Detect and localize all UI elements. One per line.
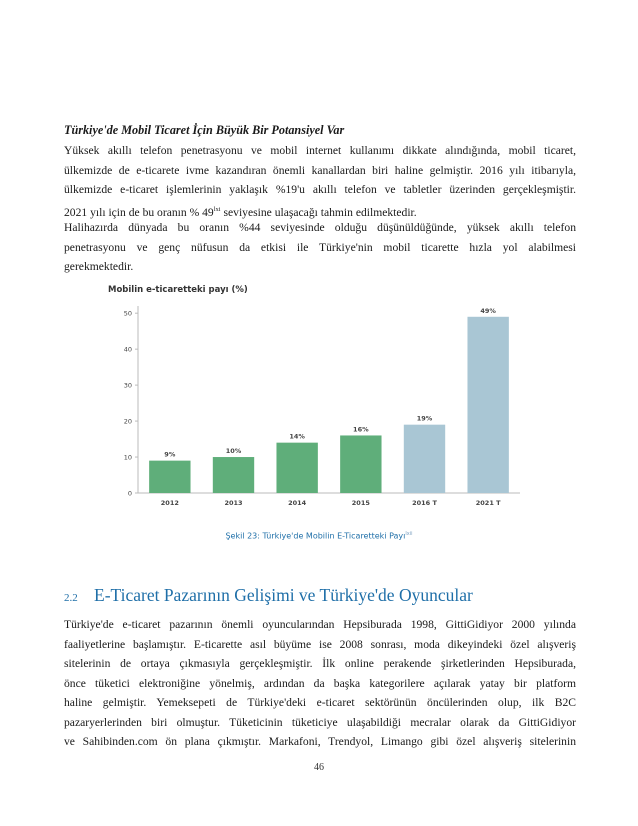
paragraph-3 [64, 615, 576, 752]
bar [467, 317, 508, 493]
paragraph-2-line: Halihazırda dünyada bu oranın %44 seviyesinde olduğu düşünüldüğünde, yüksek akıllı telefon [64, 221, 576, 234]
page-number: 46 [314, 762, 324, 773]
x-tick-label: 2016 T [412, 499, 437, 507]
y-tick-label: 50 [123, 309, 132, 318]
section-title: E-Ticaret Pazarının Gelişimi ve Türkiye'de Oyuncular [94, 585, 473, 605]
mobile-share-bar-chart [108, 280, 528, 516]
paragraph-3-line: ve Sahibinden.com ön plana çıkmıştır. Markafoni, Trendyol, Limango gibi özel alışveriş sitelerinin [64, 735, 576, 748]
paragraph-3-line: sitelerinin de ortaya çıkmasıyla gerçekleşmiştir. İlk online perakende şirketlerinden Hepsiburada, [64, 657, 576, 670]
footnote-ref: lxii [405, 531, 413, 537]
paragraph-2-line: gerekmektedir. [64, 260, 134, 273]
paragraph-3-line: pazaryerlerinden biri olmuştur. Tüketicinin tüketiciye ulaşabildiği mecralar olarak da GittiGidiyor [64, 715, 576, 729]
section-heading [64, 585, 473, 606]
paragraph-1 [64, 141, 576, 222]
paragraph-1-line: Yüksek akıllı telefon penetrasyonu ve mobil internet kullanımı dikkate alındığında, mobil ticaret, [64, 144, 576, 157]
x-tick-label: 2021 T [475, 499, 501, 507]
paragraph-3-line: faaliyetlerine başlamıştır. E-ticarette asıl büyüme ise 2008 sonrası, moda dikeyindeki özel alışveriş [64, 637, 576, 651]
x-tick-label: 2012 [160, 499, 179, 507]
bar [404, 425, 445, 493]
paragraph-3-line: haline gelmiştir. Yemeksepeti de Türkiye'deki e-ticaret sektörünün öncülerinden olup, ilk B2C [64, 696, 576, 709]
figure-caption-text: Şekil 23: Türkiye'de Mobilin E-Ticaretteki Payı [225, 531, 406, 541]
data-label: 49% [480, 306, 496, 315]
paragraph-1-text: seviyesine ulaşacağı tahmin edilmektedir. [220, 205, 417, 219]
subsection-heading: Türkiye'de Mobil Ticaret İçin Büyük Bir Potansiyel Var [64, 123, 345, 137]
data-label: 19% [416, 414, 433, 423]
y-tick-label: 0 [127, 489, 132, 498]
data-label: 16% [353, 425, 369, 434]
bar [340, 435, 381, 493]
x-tick-label: 2014 [288, 499, 307, 507]
footnote-ref: lxi [213, 205, 221, 213]
y-tick-label: 10 [123, 453, 132, 462]
figure-caption [0, 531, 638, 541]
paragraph-3-line: önce tüketici elektroniğine yönelmiş, ardından da başka kategorilere açılarak yatay bir platform [64, 676, 576, 690]
paragraph-1-line: ülkemizde e-ticaret işlemlerinin yaklaşık %19'u akıllı telefon ve tabletler üzerinden gerçekleşmiştir. [64, 183, 576, 196]
bar [276, 443, 317, 493]
paragraph-3-line: Türkiye'de e-ticaret pazarının önemli oyuncularından Hepsiburada 1998, GittiGidiyor 2000 yılında [64, 618, 576, 631]
data-label: 9% [164, 450, 176, 459]
y-tick-label: 20 [123, 417, 132, 426]
paragraph-2 [64, 218, 576, 277]
section-number: 2.2 [64, 592, 78, 604]
bar [213, 457, 254, 493]
data-label: 14% [289, 432, 305, 441]
paragraph-2-line: penetrasyonu ve genç nüfusun da etkisi ile Türkiye'nin mobil ticarette hızla yol alabilmesi [64, 240, 576, 254]
bar [149, 461, 190, 493]
x-tick-label: 2013 [224, 499, 243, 507]
data-label: 10% [225, 447, 242, 456]
y-tick-label: 30 [123, 381, 132, 390]
x-tick-label: 2015 [351, 499, 370, 507]
paragraph-1-line: ülkemizde de e-ticarete ivme kazandıran önemli kanallardan biri haline gelmiştir. 2016 yılı itibarıyla, [64, 163, 576, 177]
y-tick-label: 40 [123, 345, 132, 354]
chart-title: Mobilin e-ticaretteki payı (%) [108, 285, 248, 295]
paragraph-1-text: 2021 yılı için de bu oranın % 49 [64, 205, 214, 219]
